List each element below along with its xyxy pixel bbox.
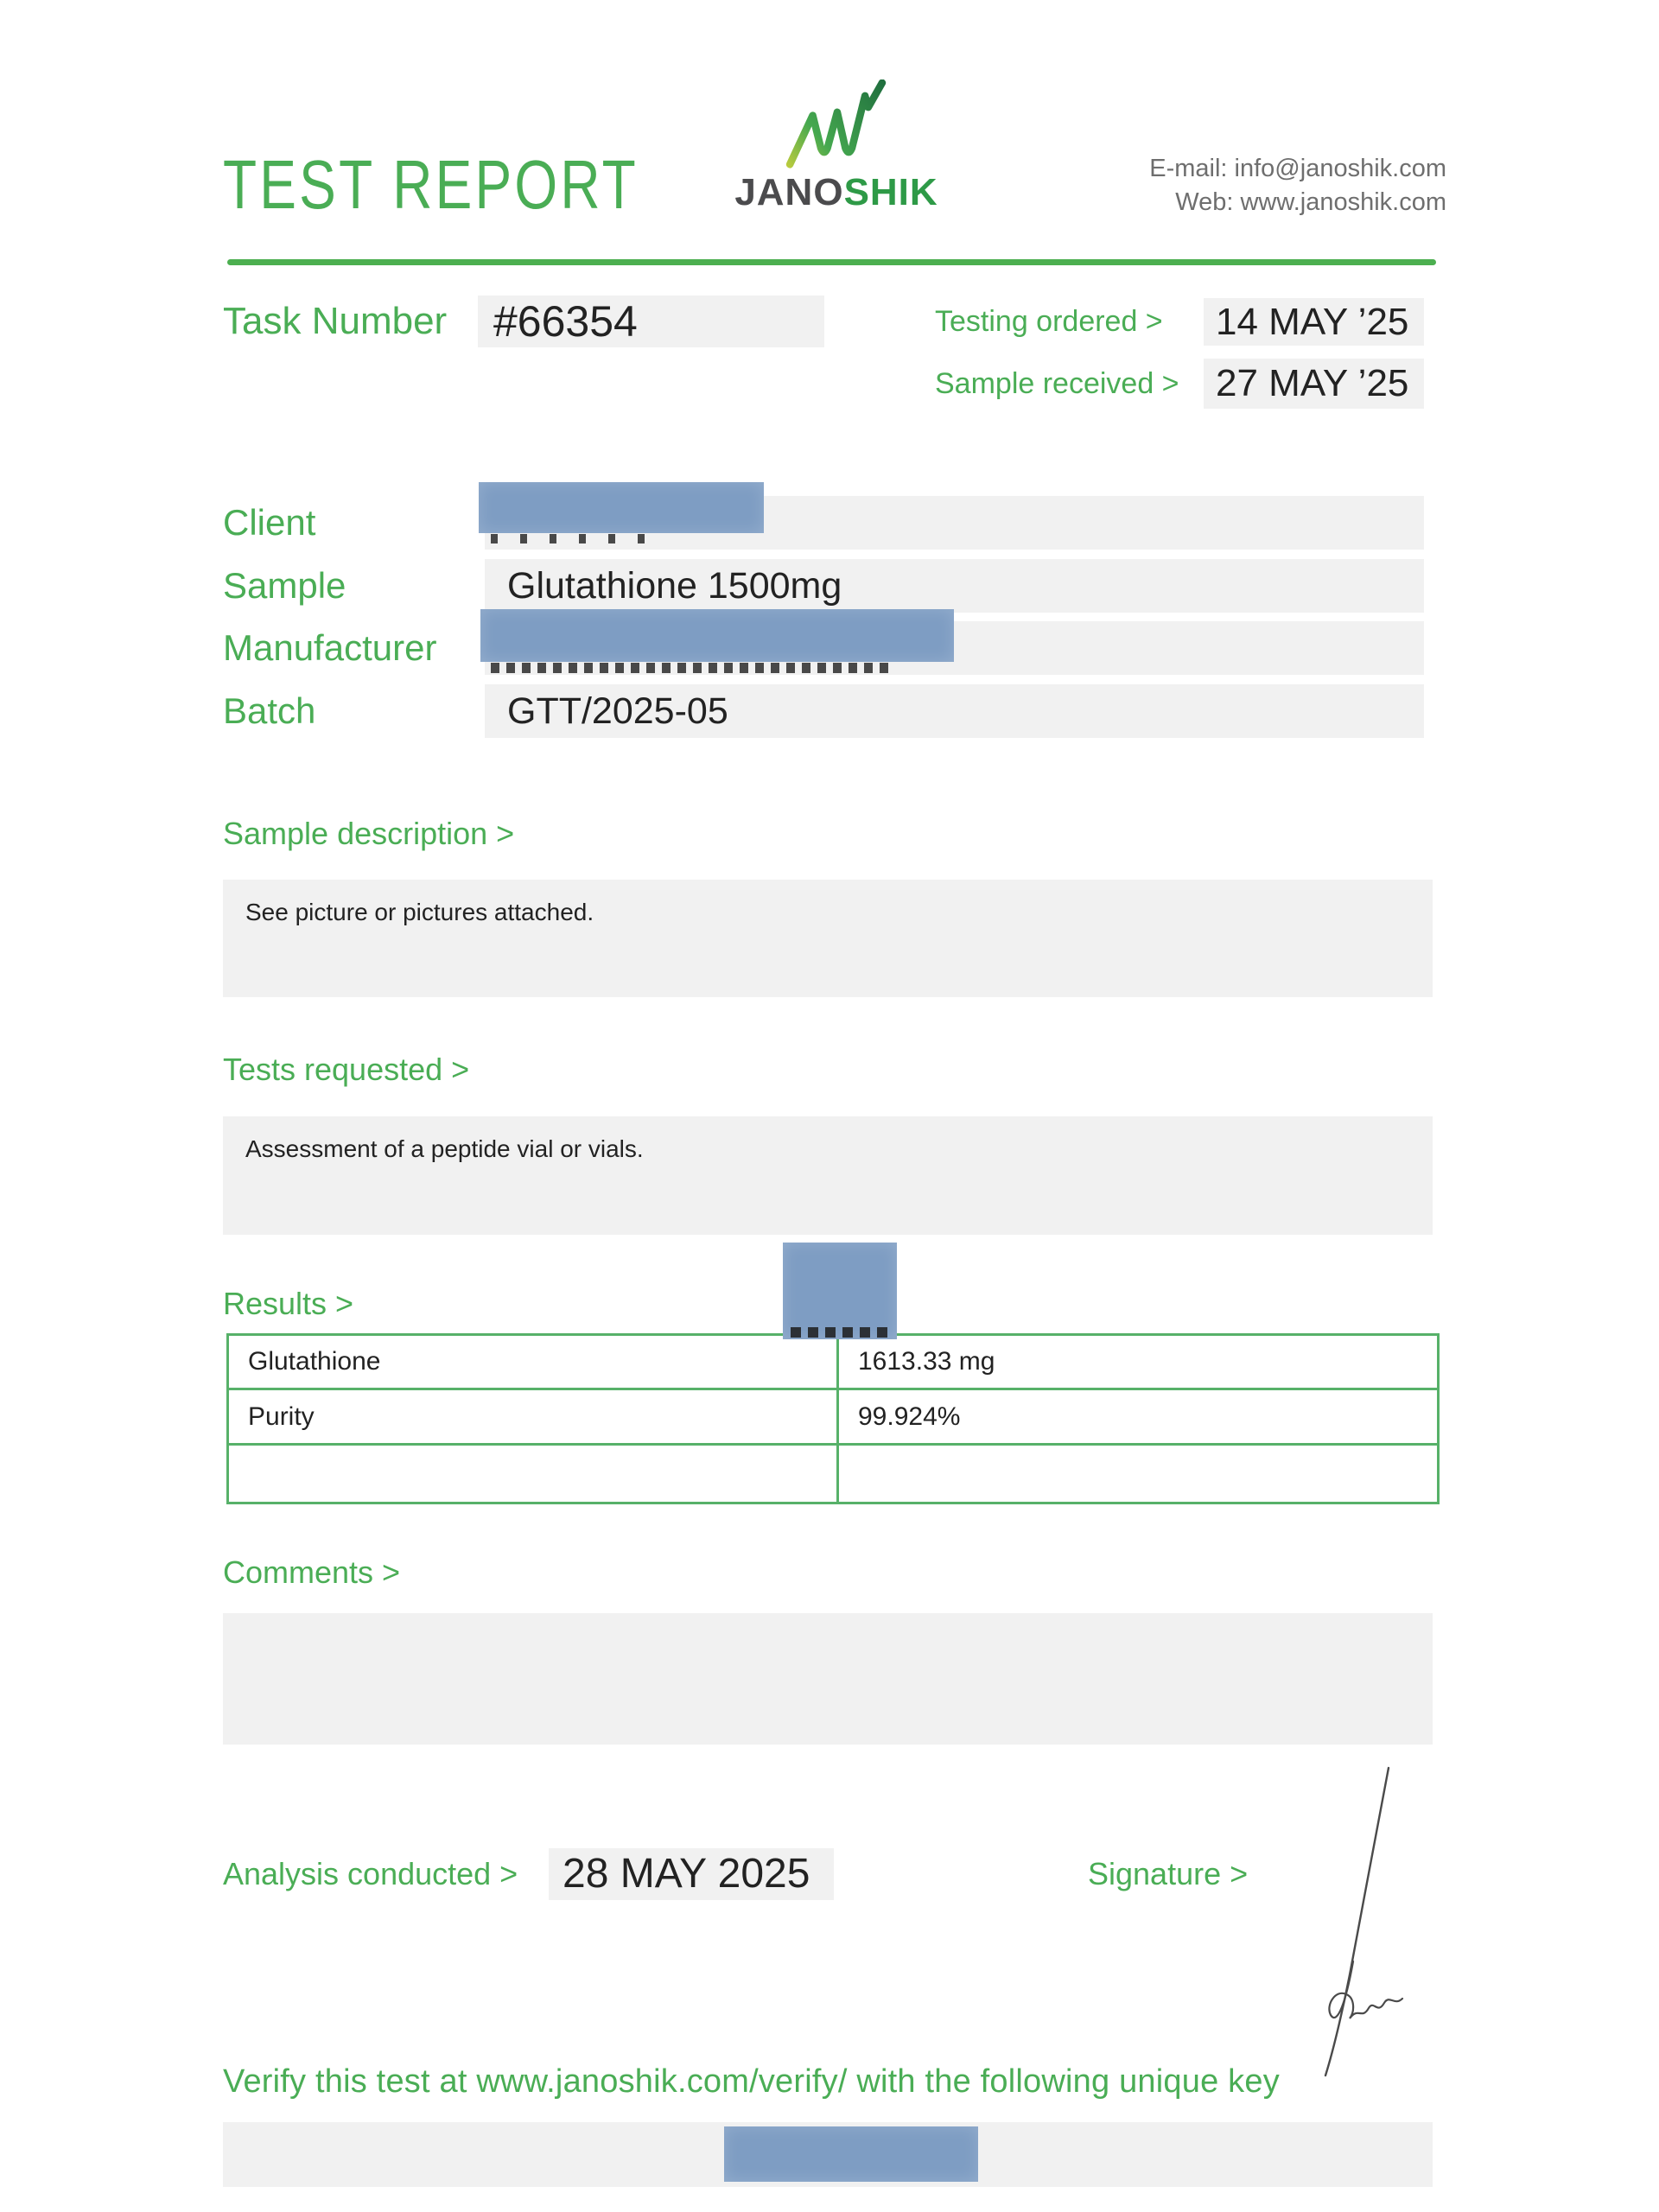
results-table xyxy=(226,1333,1440,1504)
table-row xyxy=(229,1388,1437,1443)
signature-scribble xyxy=(1281,1763,1427,2082)
tests-requested-body: Assessment of a peptide vial or vials. xyxy=(223,1116,1433,1235)
sample-description-body: See picture or pictures attached. xyxy=(223,880,1433,997)
sample-description-heading: Sample description > xyxy=(223,816,515,851)
result-name-cell: Glutathione xyxy=(229,1336,839,1388)
result-name-cell xyxy=(229,1446,839,1502)
table-row xyxy=(229,1443,1437,1502)
batch-label: Batch xyxy=(223,690,316,731)
manufacturer-label: Manufacturer xyxy=(223,627,437,668)
result-value-cell: 99.924% xyxy=(858,1402,961,1431)
sample-received-label: Sample received > xyxy=(935,367,1179,400)
brand-jano: JANO xyxy=(734,171,844,213)
contact-web: Web: www.janoshik.com xyxy=(1175,188,1446,216)
manufacturer-redaction xyxy=(480,609,954,662)
comments-body xyxy=(223,1613,1433,1745)
sample-label: Sample xyxy=(223,565,346,606)
results-redaction-remnant xyxy=(791,1327,891,1338)
sample-received-value: 27 MAY ’25 xyxy=(1204,359,1424,409)
manufacturer-redaction-remnant xyxy=(491,663,890,673)
table-row xyxy=(229,1336,1437,1388)
client-redaction-remnant xyxy=(491,534,655,543)
header-divider xyxy=(227,259,1436,265)
results-heading: Results > xyxy=(223,1286,354,1321)
contact-email: E-mail: info@janoshik.com xyxy=(1149,155,1446,182)
unique-key-redaction xyxy=(724,2126,978,2182)
result-name-cell: Purity xyxy=(229,1390,839,1443)
brand-shik: SHIK xyxy=(843,171,938,213)
client-redaction xyxy=(479,482,764,533)
batch-value: GTT/2025-05 xyxy=(485,684,1424,738)
result-value-cell xyxy=(839,1446,1437,1502)
testing-ordered-value: 14 MAY ’25 xyxy=(1204,298,1424,346)
signature-label: Signature > xyxy=(1088,1856,1249,1891)
page-title: TEST REPORT xyxy=(223,146,639,223)
results-redaction xyxy=(783,1243,897,1339)
verify-instruction: Verify this test at www.janoshik.com/verify/ with the following unique key xyxy=(223,2063,1280,2100)
growth-chart-icon xyxy=(782,79,891,169)
testing-ordered-label: Testing ordered > xyxy=(935,305,1163,338)
client-label: Client xyxy=(223,502,316,543)
tests-requested-heading: Tests requested > xyxy=(223,1052,470,1087)
analysis-conducted-label: Analysis conducted > xyxy=(223,1856,518,1891)
janoshik-logo xyxy=(730,79,943,214)
result-value-cell: 1613.33 mg xyxy=(858,1347,995,1376)
contact-block xyxy=(1149,152,1446,219)
brand-wordmark xyxy=(730,171,943,214)
sample-value: Glutathione 1500mg xyxy=(485,559,1424,613)
comments-heading: Comments > xyxy=(223,1554,401,1590)
task-number-value: #66354 xyxy=(478,296,824,347)
analysis-conducted-value: 28 MAY 2025 xyxy=(549,1848,834,1900)
task-number-label: Task Number xyxy=(223,300,448,342)
